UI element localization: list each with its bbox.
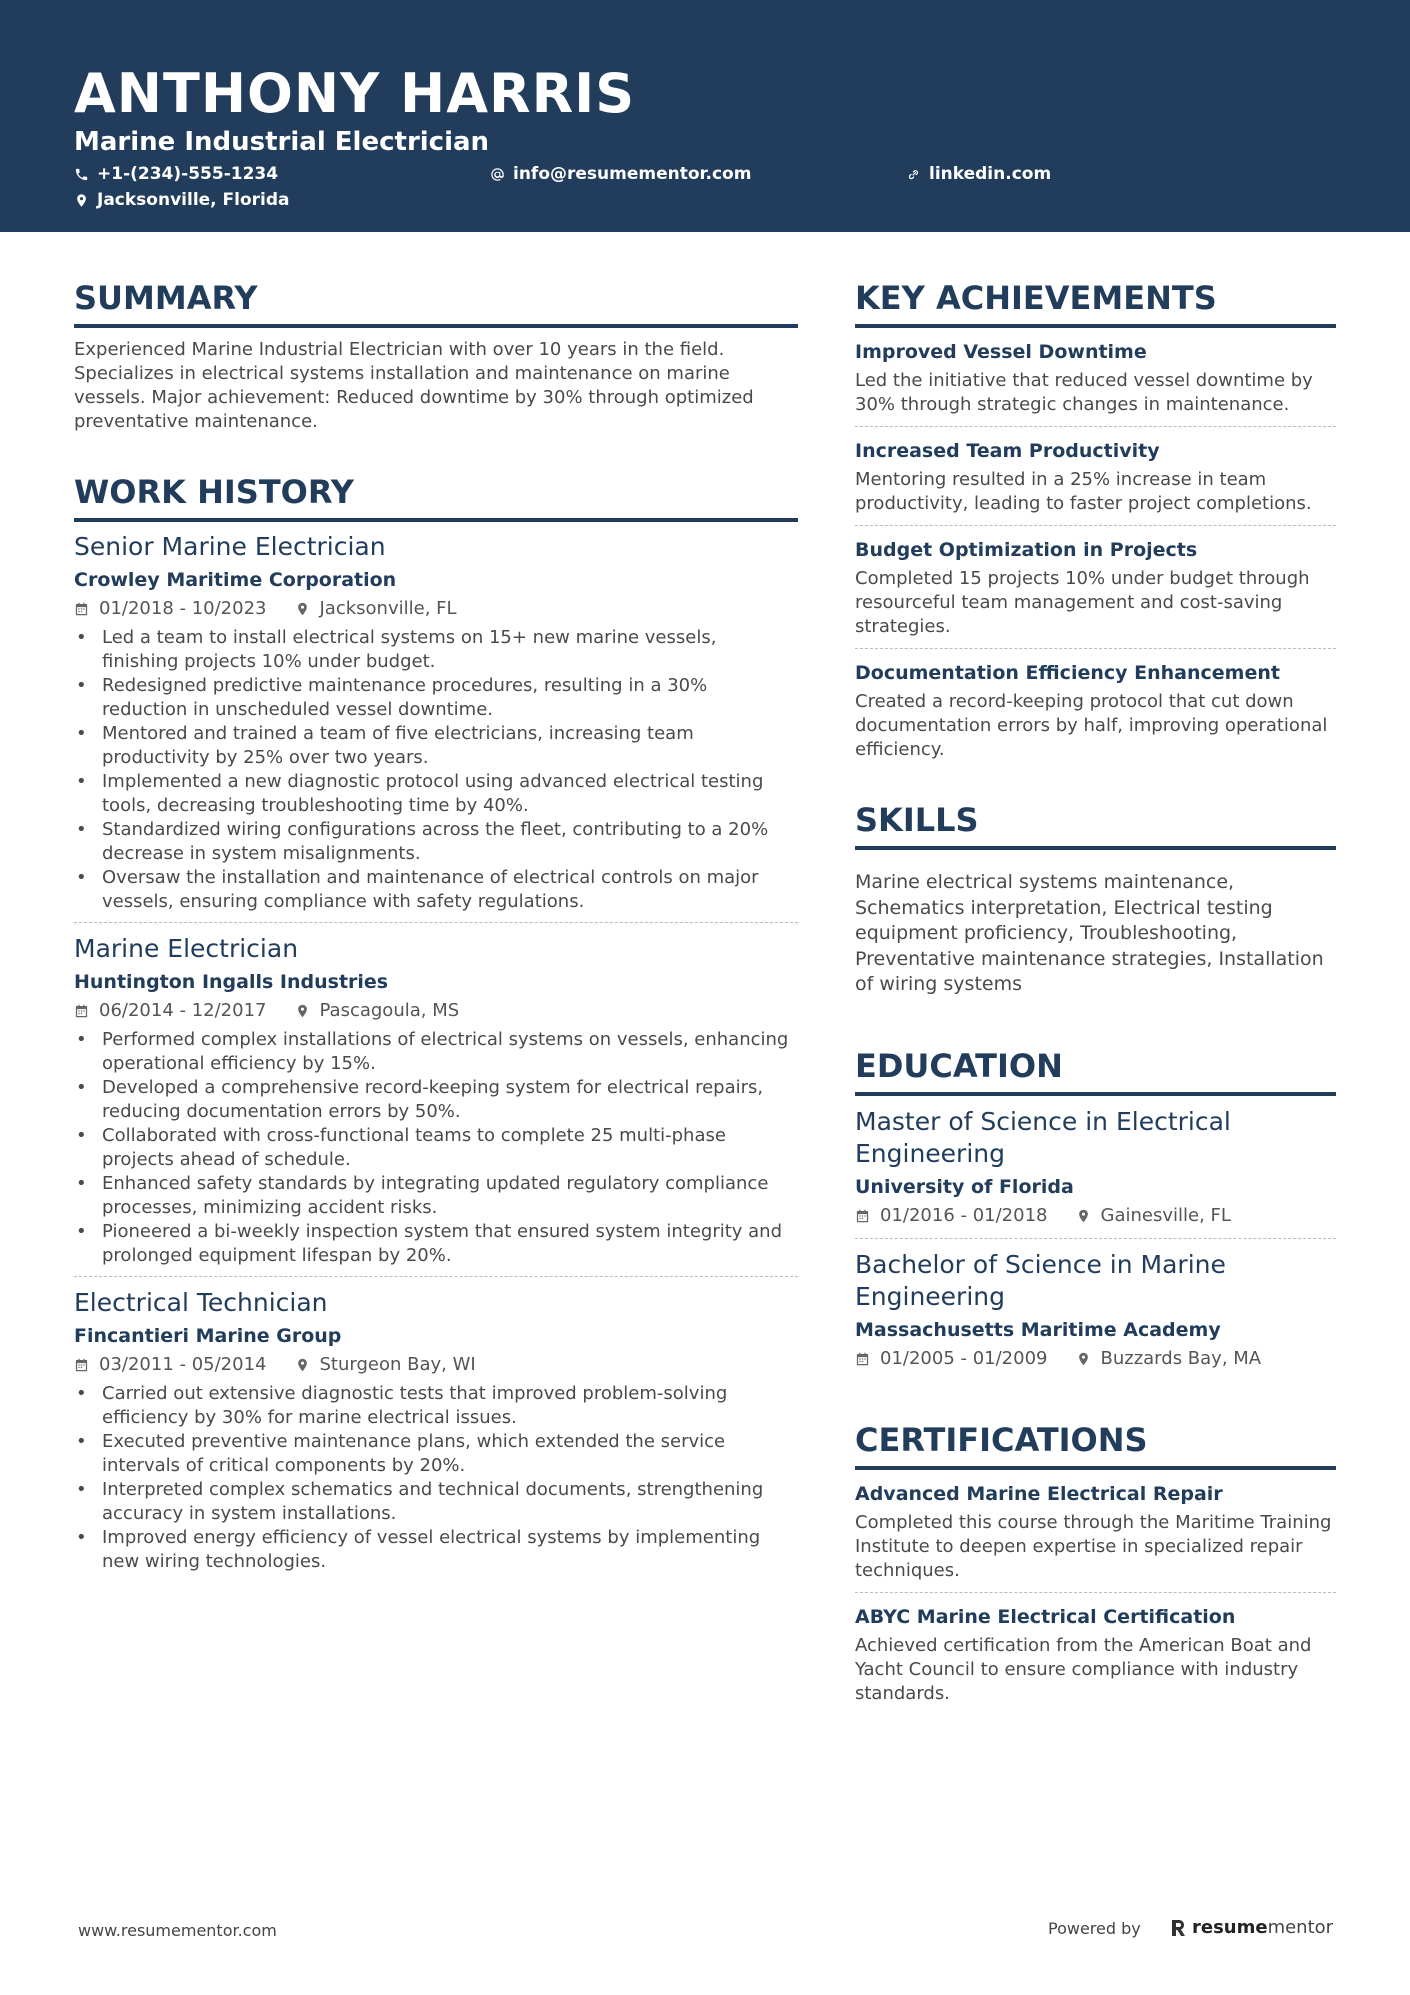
job-bullets [74, 1028, 798, 1268]
email-text: info@resumementor.com [513, 164, 752, 184]
entry-divider [74, 922, 798, 923]
job-meta [74, 998, 798, 1024]
job-entry [74, 530, 798, 914]
achievement-item [855, 659, 1336, 762]
job-location [295, 998, 460, 1024]
job-dates: 01/2018 - 10/2023 [99, 598, 267, 619]
education-location-text: Gainesville, FL [1100, 1204, 1231, 1226]
achievement-text: Created a record-keeping protocol that cut down documentation errors by half, improving operational efficiency. [855, 691, 1328, 760]
achievement-text: Mentoring resulted in a 25% increase in team productivity, leading to faster project completions. [855, 469, 1312, 514]
job-bullet: • Standardized wiring configurations across the fleet, contributing to a 20% decrease in system misalignments. [74, 818, 798, 866]
achievement-title: Documentation Efficiency Enhancement [855, 662, 1280, 684]
brand-name-light: mentor [1267, 1917, 1334, 1938]
job-location-text: Pascagoula, MS [319, 1000, 460, 1021]
achievement-title: Increased Team Productivity [855, 440, 1160, 462]
achievement-item [855, 536, 1336, 639]
education-dates: 01/2005 - 01/2009 [880, 1347, 1048, 1369]
section-divider [855, 1466, 1336, 1470]
section-divider [855, 1092, 1336, 1096]
certification-text: Completed this course through the Maritime Training Institute to deepen expertise in specialized repair techniques. [855, 1511, 1332, 1581]
job-bullet: • Redesigned predictive maintenance procedures, resulting in a 30% reduction in unscheduled vessel downtime. [74, 674, 798, 722]
certification-text: Achieved certification from the American Boat and Yacht Council to ensure compliance with industry standards. [855, 1634, 1312, 1704]
degree-title: Bachelor of Science in Marine Engineering [855, 1249, 1226, 1311]
education-location [1076, 1203, 1231, 1229]
certification-title: Advanced Marine Electrical Repair [855, 1482, 1223, 1505]
work-history-heading: WORK HISTORY [74, 473, 354, 511]
achievements-section [855, 274, 1336, 762]
job-bullet: • Performed complex installations of electrical systems on vessels, enhancing operational efficiency by 15%. [74, 1028, 798, 1076]
certification-item [855, 1480, 1336, 1583]
entry-divider [855, 1592, 1336, 1593]
phone-icon [74, 167, 89, 182]
contact-linkedin[interactable] [906, 162, 1051, 186]
footer-url[interactable]: www.resumementor.com [78, 1921, 277, 1940]
achievement-text: Led the initiative that reduced vessel downtime by 30% through strategic changes in maintenance. [855, 370, 1313, 415]
education-meta [855, 1203, 1336, 1229]
education-heading: EDUCATION [855, 1046, 1063, 1085]
calendar-icon [855, 1351, 870, 1367]
achievement-title: Improved Vessel Downtime [855, 341, 1147, 363]
contact-phone [74, 162, 278, 186]
summary-text: Experienced Marine Industrial Electrician with over 10 years in the field. Specializes in electrical systems installation and maintenance on marine vessels. Major achievement: Reduced downtime by 30% through optimized preventative maintenance. [74, 339, 754, 432]
certifications-section [855, 1416, 1336, 1706]
calendar-icon [74, 1003, 89, 1019]
right-column [855, 274, 1336, 1706]
calendar-icon [855, 1208, 870, 1224]
location-pin-icon [295, 1003, 310, 1019]
job-title: Marine Electrician [74, 934, 299, 963]
link-icon [906, 167, 921, 182]
section-divider [855, 324, 1336, 328]
achievement-item [855, 437, 1336, 516]
job-company: Huntington Ingalls Industries [74, 971, 389, 993]
entry-divider [855, 426, 1336, 427]
summary-heading: SUMMARY [74, 279, 258, 317]
job-bullet: • Implemented a new diagnostic protocol using advanced electrical testing tools, decreasing troubleshooting time by 40%. [74, 770, 798, 818]
school-name: University of Florida [855, 1175, 1074, 1198]
calendar-icon [74, 1357, 89, 1373]
job-bullet: • Enhanced safety standards by integrating updated regulatory compliance processes, minimizing accident risks. [74, 1172, 798, 1220]
skills-heading: SKILLS [855, 801, 979, 839]
entry-divider [855, 648, 1336, 649]
education-entry [855, 1106, 1336, 1229]
phone-text: +1-(234)-555-1234 [97, 164, 279, 184]
job-company: Fincantieri Marine Group [74, 1325, 342, 1347]
job-bullet: • Oversaw the installation and maintenance of electrical controls on major vessels, ensuring compliance with safety regulations. [74, 866, 798, 914]
education-location [1076, 1346, 1262, 1372]
job-bullets [74, 1382, 798, 1574]
job-location [295, 1352, 476, 1378]
job-bullet: • Carried out extensive diagnostic tests that improved problem-solving efficiency by 30% for marine electrical issues. [74, 1382, 798, 1430]
job-location [295, 596, 457, 622]
entry-divider [855, 1238, 1336, 1239]
calendar-icon [74, 601, 89, 617]
section-divider [74, 324, 798, 328]
job-bullet: • Led a team to install electrical systems on 15+ new marine vessels, finishing projects 10% under budget. [74, 626, 798, 674]
location-text: Jacksonville, Florida [97, 190, 290, 210]
job-location-text: Jacksonville, FL [319, 598, 457, 619]
achievement-item [855, 338, 1336, 417]
job-company: Crowley Maritime Corporation [74, 569, 397, 591]
job-meta [74, 1352, 798, 1378]
contact-email[interactable] [490, 162, 751, 186]
achievement-title: Budget Optimization in Projects [855, 539, 1198, 561]
location-pin-icon [1076, 1351, 1091, 1367]
section-divider [855, 846, 1336, 850]
education-dates: 01/2016 - 01/2018 [880, 1204, 1048, 1226]
footer-brand-logo[interactable] [1170, 1916, 1333, 1940]
education-location-text: Buzzards Bay, MA [1100, 1347, 1262, 1369]
entry-divider [855, 525, 1336, 526]
certifications-heading: CERTIFICATIONS [855, 1420, 1148, 1459]
resumementor-logo-icon [1170, 1919, 1186, 1937]
job-dates: 03/2011 - 05/2014 [99, 1354, 267, 1375]
education-entry [855, 1249, 1336, 1372]
job-entry [74, 1286, 798, 1574]
resume-header [0, 0, 1410, 232]
certification-item [855, 1603, 1336, 1706]
job-title: Senior Marine Electrician [74, 532, 386, 561]
achievements-heading: KEY ACHIEVEMENTS [855, 279, 1217, 317]
summary-section [74, 274, 798, 434]
job-dates: 06/2014 - 12/2017 [99, 1000, 267, 1021]
brand-name-bold: resume [1192, 1917, 1268, 1938]
location-pin-icon [74, 193, 89, 208]
job-bullet: • Collaborated with cross-functional teams to complete 25 multi-phase projects ahead of schedule. [74, 1124, 798, 1172]
education-section [855, 1042, 1336, 1372]
job-meta [74, 596, 798, 622]
certification-title: ABYC Marine Electrical Certification [855, 1605, 1236, 1628]
work-history-section [74, 468, 798, 1574]
job-bullet: • Mentored and trained a team of five electricians, increasing team productivity by 25% over two years. [74, 722, 798, 770]
skills-section [855, 796, 1336, 998]
footer-powered-by: Powered by [1048, 1919, 1141, 1938]
location-pin-icon [1076, 1208, 1091, 1224]
location-pin-icon [295, 1357, 310, 1373]
linkedin-text: linkedin.com [929, 164, 1052, 184]
job-bullet: • Executed preventive maintenance plans, which extended the service intervals of critical components by 20%. [74, 1430, 798, 1478]
achievement-text: Completed 15 projects 10% under budget through resourceful team management and cost-saving strategies. [855, 568, 1310, 637]
candidate-title: Marine Industrial Electrician [74, 127, 490, 157]
job-bullet: • Developed a comprehensive record-keeping system for electrical repairs, reducing documentation errors by 50%. [74, 1076, 798, 1124]
entry-divider [74, 1276, 798, 1277]
job-entry [74, 932, 798, 1268]
candidate-name: ANTHONY HARRIS [74, 62, 636, 125]
skills-text: Marine electrical systems maintenance, Schematics interpretation, Electrical testing equipment proficiency, Troubleshooting, Preventative maintenance strategies, Installation of wiring systems [855, 871, 1324, 995]
location-pin-icon [295, 601, 310, 617]
education-meta [855, 1346, 1336, 1372]
job-bullets [74, 626, 798, 914]
job-location-text: Sturgeon Bay, WI [319, 1354, 476, 1375]
job-bullet: • Interpreted complex schematics and technical documents, strengthening accuracy in system installations. [74, 1478, 798, 1526]
school-name: Massachusetts Maritime Academy [855, 1318, 1221, 1341]
contact-location [74, 188, 290, 212]
left-column [74, 274, 798, 1574]
job-bullet: • Improved energy efficiency of vessel electrical systems by implementing new wiring technologies. [74, 1526, 798, 1574]
job-bullet: • Pioneered a bi-weekly inspection system that ensured system integrity and prolonged equipment lifespan by 20%. [74, 1220, 798, 1268]
job-title: Electrical Technician [74, 1288, 328, 1317]
degree-title: Master of Science in Electrical Engineering [855, 1106, 1231, 1168]
section-divider [74, 518, 798, 522]
at-icon [490, 167, 505, 182]
